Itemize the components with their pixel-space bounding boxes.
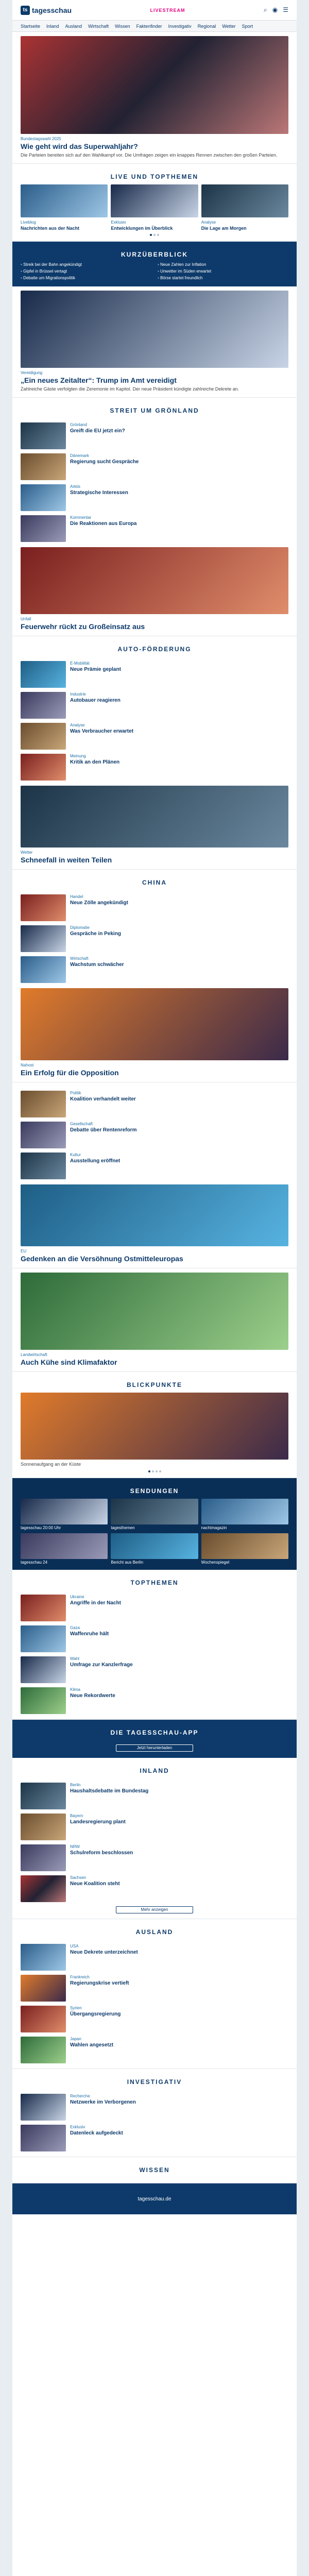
brief-item[interactable]: ▪ Neue Zahlen zur Inflation — [158, 262, 288, 267]
item-headline[interactable]: Wahlen angesetzt — [70, 2042, 114, 2048]
section-title: BLICKPUNKTE — [127, 1381, 182, 1389]
media-item[interactable] — [111, 1499, 198, 1530]
item-headline[interactable]: Autobauer reagieren — [70, 698, 121, 704]
list-item[interactable] — [21, 453, 288, 480]
wissen-section — [12, 2157, 297, 2183]
item-image[interactable] — [21, 1091, 66, 1117]
footer-text[interactable]: tagesschau.de — [138, 2196, 171, 2202]
story-kicker: Landwirtschaft — [21, 1352, 47, 1358]
item-kicker: Politik — [70, 1091, 81, 1096]
nav-item[interactable]: Inland — [46, 23, 59, 29]
item-headline[interactable]: Neue Zölle angekündigt — [70, 900, 128, 906]
story-image[interactable] — [21, 547, 288, 614]
card-kicker: Analyse — [201, 220, 216, 225]
item-headline[interactable]: Schulreform beschlossen — [70, 1850, 133, 1856]
item-image[interactable] — [21, 956, 66, 983]
item-kicker: Industrie — [70, 692, 86, 697]
item-headline[interactable]: Haushaltsdebatte im Bundestag — [70, 1788, 149, 1794]
story-kicker: Unfall — [21, 617, 31, 622]
gallery-image[interactable] — [21, 1393, 288, 1460]
brief-item[interactable]: ▪ Börse startet freundlich — [158, 276, 288, 280]
list-item[interactable] — [21, 692, 288, 719]
header-icons — [264, 6, 288, 14]
more-section — [12, 1082, 297, 1268]
brief-item[interactable]: ▪ Streik bei der Bahn angekündigt — [21, 262, 151, 267]
list-item[interactable] — [21, 2006, 288, 2032]
inland-section — [12, 1758, 297, 1919]
list-item[interactable] — [21, 925, 288, 952]
item-image[interactable] — [21, 515, 66, 542]
carousel-dots[interactable] — [21, 234, 288, 236]
nav-item[interactable]: Regional — [197, 23, 216, 29]
item-kicker: USA — [70, 1944, 79, 1949]
story-kicker: Nahost — [21, 1063, 34, 1068]
list-item[interactable] — [21, 1122, 288, 1148]
nav-item[interactable]: Sport — [242, 23, 253, 29]
story-headline[interactable]: Schneefall in weiten Teilen — [21, 856, 112, 865]
item-headline[interactable]: Was Verbraucher erwartet — [70, 728, 134, 735]
live-card[interactable] — [111, 184, 198, 231]
story-kicker: EU — [21, 1249, 27, 1254]
brand-logo[interactable] — [21, 6, 72, 15]
more-button[interactable]: Mehr anzeigen — [116, 1906, 193, 1913]
top-bar — [12, 0, 297, 21]
list-item[interactable] — [21, 894, 288, 921]
list-item[interactable] — [21, 1595, 288, 1621]
feature-headline[interactable]: „Ein neues Zeitalter“: Trump im Amt vereidigt — [21, 376, 177, 385]
story-headline[interactable]: Ein Erfolg für die Opposition — [21, 1069, 119, 1077]
lead-story[interactable] — [12, 32, 297, 164]
item-image[interactable] — [21, 1875, 66, 1902]
item-kicker: E-Mobilität — [70, 661, 90, 666]
list-item[interactable] — [21, 1625, 288, 1652]
item-kicker: Meinung — [70, 754, 86, 759]
list-item[interactable] — [21, 2094, 288, 2121]
list-item[interactable] — [21, 956, 288, 983]
live-card[interactable] — [201, 184, 288, 231]
nav-item[interactable]: Startseite — [21, 23, 41, 29]
item-headline[interactable]: Umfrage zur Kanzlerfrage — [70, 1662, 133, 1668]
item-kicker: Analyse — [70, 723, 85, 728]
nav-item[interactable]: Investigativ — [168, 23, 192, 29]
section-title: AUSLAND — [135, 1928, 174, 1936]
item-headline[interactable]: Netzwerke im Verborgenen — [70, 2099, 136, 2106]
list-item[interactable] — [21, 1975, 288, 2002]
livestream-link[interactable]: LIVESTREAM — [150, 7, 185, 13]
item-kicker: Bayern — [70, 1814, 83, 1819]
media-thumb[interactable] — [201, 1499, 288, 1524]
item-image[interactable] — [21, 894, 66, 921]
list-item[interactable] — [21, 1091, 288, 1117]
item-headline[interactable]: Neue Rekordwerte — [70, 1693, 115, 1699]
china-section — [12, 870, 297, 1082]
card-image[interactable] — [21, 184, 108, 217]
item-headline[interactable]: Wachstum schwächer — [70, 962, 124, 968]
item-kicker: Gesellschaft — [70, 1122, 93, 1127]
live-card[interactable] — [21, 184, 108, 231]
carousel-dots[interactable] — [21, 1470, 288, 1472]
item-kicker: Diplomatie — [70, 925, 90, 930]
item-kicker: Kultur — [70, 1153, 81, 1158]
item-kicker: Ukraine — [70, 1595, 84, 1600]
item-kicker: Recherche — [70, 2094, 90, 2099]
item-image[interactable] — [21, 1122, 66, 1148]
lead-kicker: Bundestagswahl 2025 — [21, 137, 61, 141]
nav-item[interactable]: Ausland — [65, 23, 82, 29]
app-label: DIE TAGESSCHAU-APP — [110, 1729, 199, 1737]
card-headline[interactable]: Die Lage am Morgen — [201, 226, 247, 231]
story-image[interactable] — [21, 786, 288, 848]
media-caption: tagesschau 20:00 Uhr — [21, 1526, 61, 1531]
media-item[interactable] — [201, 1533, 288, 1565]
item-image[interactable] — [21, 1656, 66, 1683]
brand-name: tagesschau — [32, 6, 72, 14]
nature-story[interactable] — [12, 1268, 297, 1372]
item-headline[interactable]: Regierung sucht Gespräche — [70, 459, 139, 465]
user-icon[interactable]: ◉ — [272, 6, 278, 13]
item-image[interactable] — [21, 2037, 66, 2063]
media-caption: tagesschau 24 — [21, 1560, 48, 1565]
item-headline[interactable]: Neue Prämie geplant — [70, 667, 121, 673]
ausland-section — [12, 1919, 297, 2069]
media-thumb[interactable] — [21, 1499, 108, 1524]
item-kicker: Kommentar — [70, 515, 92, 520]
item-kicker: Handel — [70, 894, 83, 900]
item-kicker: Grönland — [70, 422, 87, 428]
lead-headline[interactable]: Wie geht wird das Superwahljahr? — [21, 142, 138, 150]
item-headline[interactable]: Übergangsregierung — [70, 2011, 121, 2018]
section-title: INVESTIGATIV — [127, 2078, 182, 2086]
item-kicker: Arktis — [70, 484, 80, 489]
item-image[interactable] — [21, 723, 66, 750]
search-icon[interactable]: ⌕ — [264, 6, 267, 13]
list-item[interactable] — [21, 2125, 288, 2151]
story-image[interactable] — [21, 1184, 288, 1246]
list-item[interactable] — [21, 1153, 288, 1179]
feature-teaser: Zahlreiche Gäste verfolgten die Zeremonie im Kapitol. Der neue Präsident kündigte zahlreiche Dekrete an. — [21, 386, 239, 392]
media-thumb[interactable] — [21, 1533, 108, 1559]
card-headline[interactable]: Entwicklungen im Überblick — [111, 226, 173, 231]
list-item[interactable] — [21, 515, 288, 542]
section-title: INLAND — [140, 1767, 169, 1775]
media-caption: nachtmagazin — [201, 1526, 227, 1531]
item-image[interactable] — [21, 754, 66, 781]
app-download-button[interactable]: Jetzt herunterladen — [116, 1744, 193, 1752]
nav-item[interactable]: Wissen — [115, 23, 130, 29]
item-image[interactable] — [21, 453, 66, 480]
item-headline[interactable]: Koalition verhandelt weiter — [70, 1096, 136, 1103]
gallery-caption: Sonnenaufgang an der Küste — [21, 1462, 81, 1467]
item-image[interactable] — [21, 484, 66, 511]
list-item[interactable] — [21, 754, 288, 781]
item-kicker: Wahl — [70, 1656, 79, 1662]
section-title: KURZÜBERBLICK — [121, 251, 188, 259]
item-kicker: Exklusiv — [70, 2125, 85, 2130]
media-caption: Wochenspiegel — [201, 1560, 230, 1565]
media-caption: Bericht aus Berlin — [111, 1560, 144, 1565]
section-title: AUTO-FÖRDERUNG — [117, 646, 192, 653]
list-item[interactable] — [21, 422, 288, 449]
list-item[interactable] — [21, 723, 288, 750]
list-item[interactable] — [21, 1783, 288, 1809]
feature-image[interactable] — [21, 291, 288, 368]
item-image[interactable] — [21, 661, 66, 688]
item-image[interactable] — [21, 1975, 66, 2002]
story-kicker: Wetter — [21, 850, 33, 855]
app-promo — [12, 1720, 297, 1758]
nav-item[interactable]: Faktenfinder — [136, 23, 162, 29]
item-kicker: NRW — [70, 1844, 80, 1850]
media-thumb[interactable] — [111, 1499, 198, 1524]
item-headline[interactable]: Datenleck aufgedeckt — [70, 2130, 123, 2137]
item-headline[interactable]: Ausstellung eröffnet — [70, 1158, 121, 1164]
section-title: STREIT UM GRÖNLAND — [110, 407, 199, 415]
page — [12, 0, 297, 2576]
item-kicker: Wirtschaft — [70, 956, 89, 961]
brief-section — [12, 242, 297, 286]
media-item[interactable] — [21, 1499, 108, 1530]
media-item[interactable] — [21, 1533, 108, 1565]
section-title: SENDUNGEN — [130, 1487, 179, 1495]
item-image[interactable] — [21, 1814, 66, 1840]
list-item[interactable] — [21, 661, 288, 688]
logo-mark-icon: ts — [21, 6, 30, 15]
item-headline[interactable]: Angriffe in der Nacht — [70, 1600, 121, 1606]
media-thumb[interactable] — [201, 1533, 288, 1559]
item-kicker: Dänemark — [70, 453, 89, 459]
item-image[interactable] — [21, 2125, 66, 2151]
media-thumb[interactable] — [111, 1533, 198, 1559]
list-item[interactable] — [21, 2037, 288, 2063]
list-item[interactable] — [21, 1687, 288, 1714]
item-image[interactable] — [21, 925, 66, 952]
auto-section — [12, 636, 297, 870]
media-caption: tagesthemen — [111, 1526, 135, 1531]
item-headline[interactable]: Die Reaktionen aus Europa — [70, 521, 137, 527]
list-item[interactable] — [21, 1844, 288, 1871]
item-image[interactable] — [21, 1595, 66, 1621]
item-headline[interactable]: Landesregierung plant — [70, 1819, 126, 1825]
item-kicker: Klima — [70, 1687, 81, 1692]
card-image[interactable] — [201, 184, 288, 217]
footer — [12, 2183, 297, 2214]
story-image[interactable] — [21, 988, 288, 1060]
item-image[interactable] — [21, 2006, 66, 2032]
brief-list — [21, 262, 288, 280]
lead-teaser: Die Parteien bereiten sich auf den Wahlkampf vor. Die Umfragen zeigen ein knappes Rennen zwischen den großen Parteien. — [21, 152, 278, 158]
top-section — [12, 1570, 297, 1720]
item-image[interactable] — [21, 1153, 66, 1179]
item-image[interactable] — [21, 422, 66, 449]
section-title: TOPTHEMEN — [130, 1579, 179, 1587]
item-headline[interactable]: Regierungskrise vertieft — [70, 1980, 129, 1987]
section-title: WISSEN — [139, 2166, 170, 2174]
list-item[interactable] — [21, 484, 288, 511]
lead-image[interactable] — [21, 36, 288, 134]
section-title: LIVE UND TOPTHEMEN — [110, 173, 199, 181]
blickpunkte-section — [12, 1372, 297, 1478]
item-image[interactable] — [21, 1783, 66, 1809]
story-headline[interactable]: Feuerwehr rückt zu Großeinsatz aus — [21, 622, 145, 631]
item-headline[interactable]: Gespräche in Peking — [70, 931, 121, 937]
nav-item[interactable]: Wetter — [222, 23, 236, 29]
item-headline[interactable]: Greift die EU jetzt ein? — [70, 428, 125, 434]
brief-item[interactable]: ▪ Unwetter im Süden erwartet — [158, 269, 288, 274]
list-item[interactable] — [21, 1875, 288, 1902]
media-section — [12, 1478, 297, 1570]
list-item[interactable] — [21, 1814, 288, 1840]
list-item[interactable] — [21, 1944, 288, 1971]
card-headline[interactable]: Nachrichten aus der Nacht — [21, 226, 80, 231]
main-nav — [12, 21, 297, 32]
item-kicker: Sachsen — [70, 1875, 87, 1880]
item-image[interactable] — [21, 1625, 66, 1652]
item-kicker: Berlin — [70, 1783, 81, 1788]
item-headline[interactable]: Neue Dekrete unterzeichnet — [70, 1950, 138, 1956]
item-headline[interactable]: Kritik an den Plänen — [70, 759, 120, 766]
item-headline[interactable]: Debatte über Rentenreform — [70, 1127, 137, 1133]
item-image[interactable] — [21, 1944, 66, 1971]
story-headline[interactable]: Gedenken an die Versöhnung Ostmitteleuropas — [21, 1255, 183, 1263]
nav-item[interactable]: Wirtschaft — [88, 23, 109, 29]
greenland-section — [12, 398, 297, 636]
list-item[interactable] — [21, 1656, 288, 1683]
item-kicker: Japan — [70, 2037, 81, 2042]
item-kicker: Frankreich — [70, 1975, 90, 1980]
live-section — [12, 164, 297, 242]
item-kicker: Gaza — [70, 1625, 80, 1631]
item-headline[interactable]: Neue Koalition steht — [70, 1881, 120, 1887]
brief-item[interactable]: ▪ Debatte um Migrationspolitik — [21, 276, 151, 280]
brief-item[interactable]: ▪ Gipfel in Brüssel vertagt — [21, 269, 151, 274]
item-image[interactable] — [21, 1844, 66, 1871]
item-headline[interactable]: Waffenruhe hält — [70, 1631, 109, 1637]
media-item[interactable] — [111, 1533, 198, 1565]
card-kicker: Liveblog — [21, 220, 36, 225]
item-image[interactable] — [21, 1687, 66, 1714]
invest-section — [12, 2069, 297, 2157]
item-kicker: Syrien — [70, 2006, 82, 2011]
item-image[interactable] — [21, 692, 66, 719]
story-image[interactable] — [21, 1273, 288, 1350]
item-headline[interactable]: Strategische Interessen — [70, 490, 128, 496]
section-title: CHINA — [142, 879, 167, 887]
story-headline[interactable]: Auch Kühe sind Klimafaktor — [21, 1358, 117, 1367]
card-kicker: Exklusiv — [111, 220, 126, 225]
feature-story[interactable] — [12, 286, 297, 398]
media-item[interactable] — [201, 1499, 288, 1530]
feature-kicker: Vereidigung — [21, 370, 43, 376]
menu-icon[interactable]: ☰ — [283, 6, 288, 13]
card-image[interactable] — [111, 184, 198, 217]
item-image[interactable] — [21, 2094, 66, 2121]
